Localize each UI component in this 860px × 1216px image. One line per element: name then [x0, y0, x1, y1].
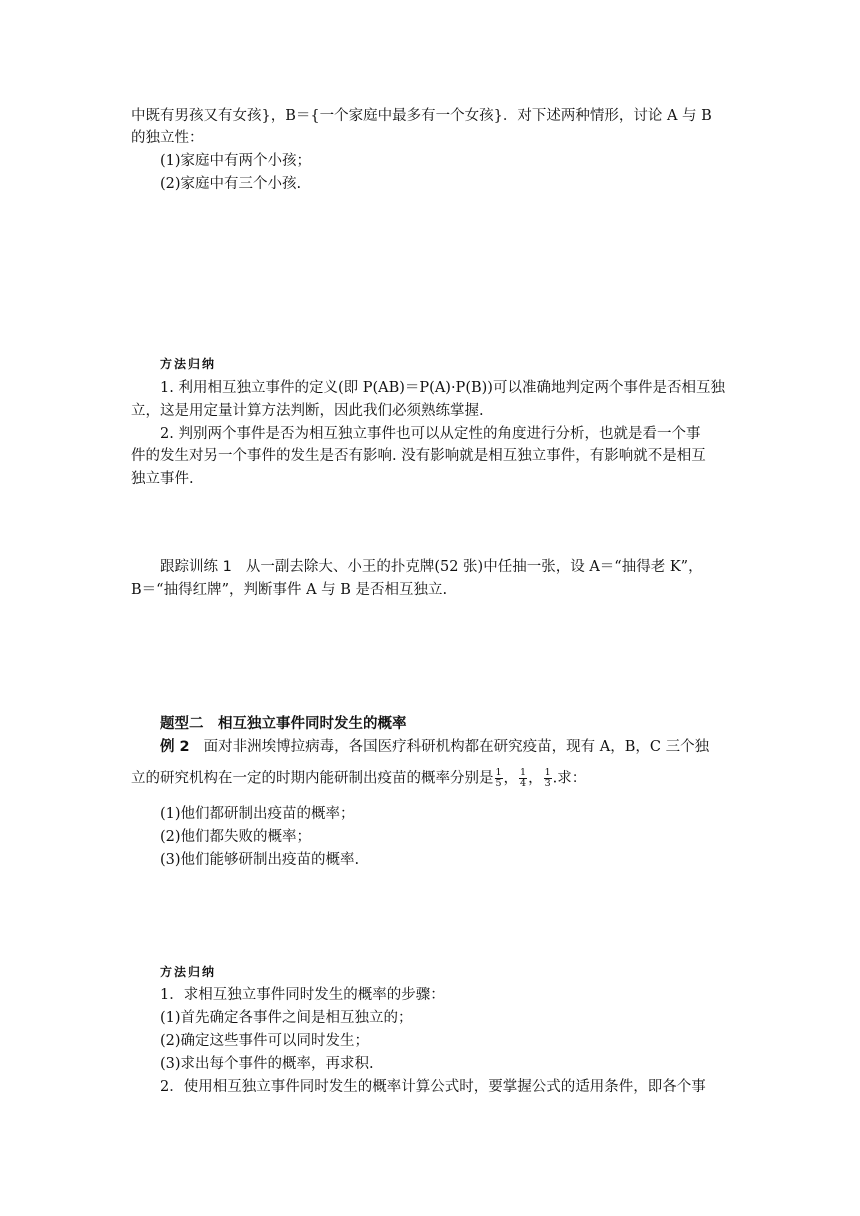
example-item: (1)他们都研制出疫苗的概率；: [160, 806, 355, 822]
example-item: (3)他们能够研制出疫苗的概率.: [160, 852, 360, 868]
method-text-line: 2．使用相互独立事件同时发生的概率计算公式时，要掌握公式的适用条件，即各个事: [160, 1079, 706, 1095]
example-text: .求：: [552, 770, 587, 787]
method-text-line: 立，这是用定量计算方法判断，因此我们必须熟练掌握.: [131, 403, 484, 419]
example-item: (2)他们都失败的概率；: [160, 829, 312, 845]
method-text-line: 1．求相互独立事件同时发生的概率的步骤：: [160, 987, 445, 1003]
problem-text-line: 的独立性：: [131, 130, 204, 146]
example-text: 立的研究机构在一定的时期内能研制出疫苗的概率分别是: [131, 770, 494, 787]
method-text-line: 件的发生对另一个事件的发生是否有影响. 没有影响就是相互独立事件，有影响就不是相互: [131, 448, 706, 464]
separator: ，: [528, 770, 543, 787]
method-text-line: (2)确定这些事件可以同时发生；: [160, 1033, 370, 1049]
method-text-line: 2. 判别两个事件是否为相互独立事件也可以从定性的角度进行分析，也就是看一个事: [160, 426, 701, 442]
problem-item: (1)家庭中有两个小孩；: [160, 153, 312, 169]
fraction: $\frac{1}{3}$: [544, 767, 551, 789]
example-label: 例 2: [160, 739, 190, 755]
example-text-line: [160, 737, 760, 757]
practice-text-line: B＝“抽得红牌”，判断事件 A 与 B 是否相互独立.: [131, 582, 448, 598]
method-heading: 方法归纳: [160, 965, 217, 979]
example-text: 面对非洲埃博拉病毒，各国医疗科研机构都在研究疫苗，现有 A，B，C 三个独: [203, 739, 710, 755]
method-text-line: 1. 利用相互独立事件的定义(即 P(AB)＝P(A)·P(B))可以准确地判定两个事件是否相互独: [160, 380, 725, 396]
fraction: $\frac{1}{5}$: [495, 767, 502, 789]
practice-text: 从一副去除大、小王的扑克牌(52 张)中任抽一张，设 A＝“抽得老 K”，: [245, 559, 703, 575]
problem-item: (2)家庭中有三个小孩.: [160, 176, 302, 192]
method-heading: 方法归纳: [160, 357, 217, 371]
separator: ，: [503, 770, 519, 787]
fraction: $\frac{1}{4}$: [520, 767, 527, 789]
section-title: 题型二 相互独立事件同时发生的概率: [160, 716, 407, 732]
method-text-line: (1)首先确定各事件之间是相互独立的；: [160, 1010, 413, 1026]
example-text-line: [131, 768, 731, 789]
method-text-line: 独立事件.: [131, 471, 194, 487]
practice-text-line: [160, 557, 760, 577]
problem-text-line: 中既有男孩又有女孩}，B＝{一个家庭中最多有一个女孩}．对下述两种情形，讨论 A 与 B: [131, 108, 712, 124]
practice-label: 跟踪训练 1: [160, 559, 232, 575]
method-text-line: (3)求出每个事件的概率，再求积.: [160, 1056, 374, 1072]
